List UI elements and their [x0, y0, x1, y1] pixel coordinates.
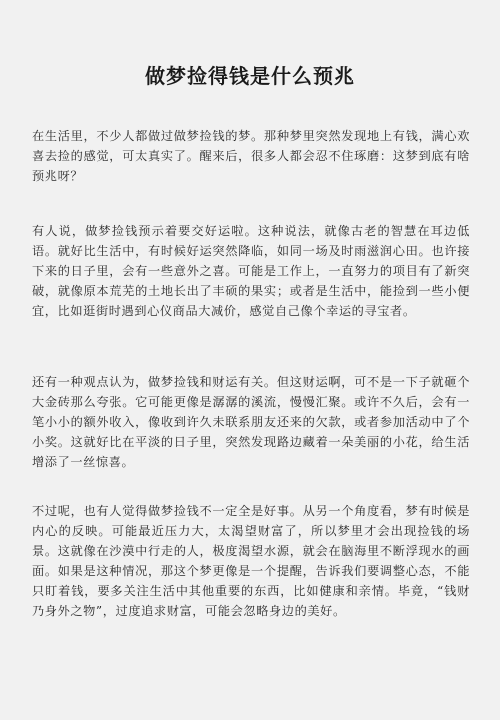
paragraph-reflection: 不过呢，也有人觉得做梦捡钱不一定全是好事。从另一个角度看，梦有时候是内心的反映。可能最近压力大，太渴望财富了，所以梦里才会出现捡钱的场景。这就像在沙漠中行走的人，极度渴望水源，就会在脑海里不断浮现水的画面。如果是这种情况，那这个梦更像是一个提醒，告诉我们要调整心态，不能只盯着钱，要多关注生活中其他重要的东西，比如健康和亲情。毕竟，“钱财乃身外之物”，过度追求财富，可能会忽略身边的美好。 [32, 504, 470, 618]
paragraph-good-luck: 有人说，做梦捡钱预示着要交好运啦。这种说法，就像古老的智慧在耳边低语。就好比生活中，有时候好运突然降临，如同一场及时雨滋润心田。也许接下来的日子里，会有一些意外之喜。可能是工作上，一直努力的项目有了新突破，就像原本荒芜的土地长出了丰硕的果实；或者是生活中，能捡到一些小便宜，比如逛街时遇到心仪商品大减价，感觉自己像个幸运的寻宝者。 [32, 224, 470, 318]
article-title: 做梦捡得钱是什么预兆 [145, 64, 355, 88]
paragraph-intro: 在生活里，不少人都做过做梦捡钱的梦。那种梦里突然发现地上有钱，满心欢喜去捡的感觉，可太真实了。醒来后，很多人都会忍不住琢磨：这梦到底有啥预兆呀？ [32, 129, 470, 183]
paragraph-wealth: 还有一种观点认为，做梦捡钱和财运有关。但这财运啊，可不是一下子就砸个大金砖那么夸张。它可能更像是潺潺的溪流，慢慢汇聚。或许不久后，会有一笔小小的额外收入，像收到许久未联系朋友还来的欠款，或者参加活动中了个小奖。这就好比在平淡的日子里，突然发现路边藏着一朵美丽的小花，给生活增添了一丝惊喜。 [32, 375, 470, 469]
